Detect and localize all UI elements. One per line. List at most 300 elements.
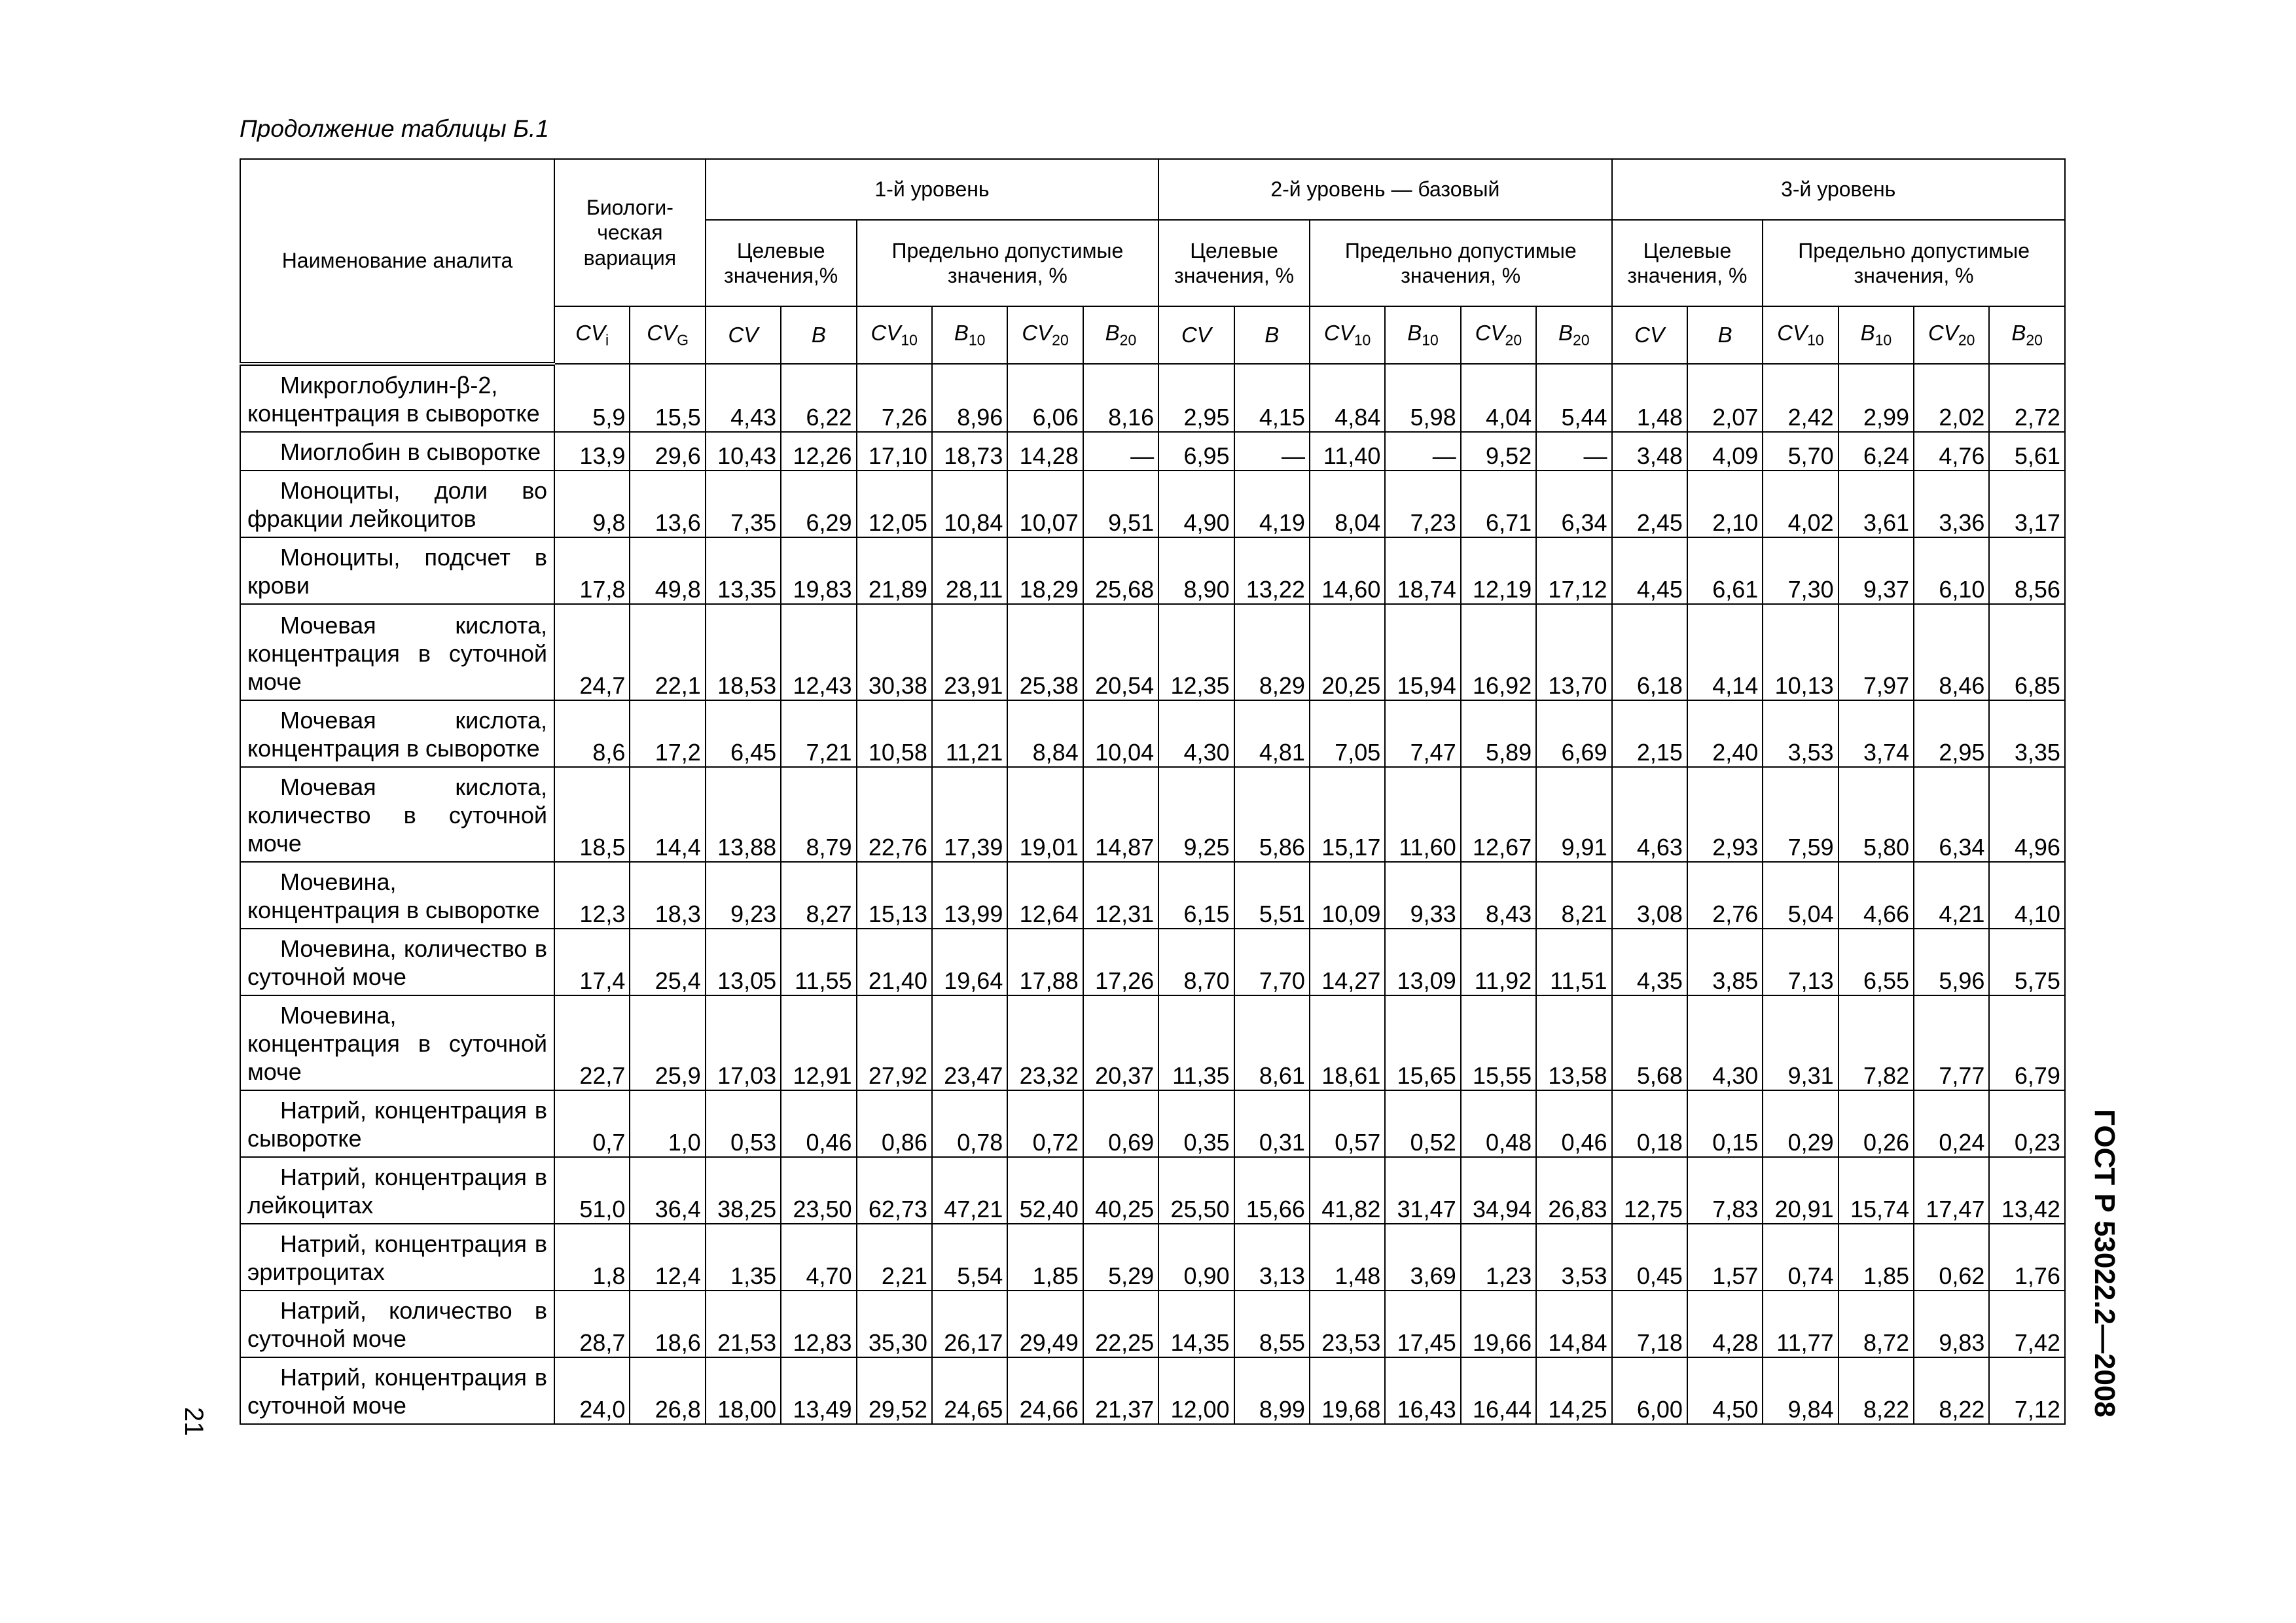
value-cell: 19,01 <box>1007 767 1083 862</box>
value-cell: 8,72 <box>1839 1291 1914 1357</box>
column-symbol-header: $CV_{20}$ <box>1007 306 1083 364</box>
value-cell: 15,66 <box>1234 1157 1310 1224</box>
value-cell: 0,45 <box>1612 1224 1687 1291</box>
value-cell: 17,47 <box>1914 1157 1989 1224</box>
value-cell: 40,25 <box>1083 1157 1158 1224</box>
value-cell: 12,31 <box>1083 862 1158 929</box>
value-cell: 13,35 <box>706 537 781 604</box>
value-cell: 17,4 <box>554 929 630 995</box>
value-cell: 11,40 <box>1310 432 1385 471</box>
value-cell: 8,84 <box>1007 700 1083 767</box>
value-cell: 34,94 <box>1461 1157 1536 1224</box>
value-cell: 8,21 <box>1536 862 1611 929</box>
value-cell: 8,99 <box>1234 1357 1310 1424</box>
value-cell: 22,25 <box>1083 1291 1158 1357</box>
value-cell: 24,65 <box>932 1357 1007 1424</box>
value-cell: 7,30 <box>1763 537 1838 604</box>
value-cell: 2,72 <box>1989 364 2064 432</box>
level1-limits-header: Предельно допустимые значения, % <box>857 220 1159 306</box>
value-cell: 4,43 <box>706 364 781 432</box>
value-cell: 35,30 <box>857 1291 932 1357</box>
value-cell: 2,95 <box>1914 700 1989 767</box>
value-cell: 4,81 <box>1234 700 1310 767</box>
value-cell: 16,43 <box>1385 1357 1460 1424</box>
value-cell: 6,15 <box>1158 862 1234 929</box>
column-symbol-header: B <box>781 306 856 364</box>
value-cell: 17,2 <box>630 700 705 767</box>
value-cell: 9,52 <box>1461 432 1536 471</box>
value-cell: 3,85 <box>1687 929 1763 995</box>
value-cell: 2,21 <box>857 1224 932 1291</box>
value-cell: 17,12 <box>1536 537 1611 604</box>
value-cell: 15,94 <box>1385 604 1460 700</box>
value-cell: 0,78 <box>932 1090 1007 1157</box>
value-cell: — <box>1083 432 1158 471</box>
value-cell: 11,21 <box>932 700 1007 767</box>
value-cell: 6,45 <box>706 700 781 767</box>
value-cell: 24,66 <box>1007 1357 1083 1424</box>
value-cell: 36,4 <box>630 1157 705 1224</box>
value-cell: 13,9 <box>554 432 630 471</box>
value-cell: 1,8 <box>554 1224 630 1291</box>
value-cell: 10,43 <box>706 432 781 471</box>
value-cell: 17,26 <box>1083 929 1158 995</box>
value-cell: 0,31 <box>1234 1090 1310 1157</box>
value-cell: 15,55 <box>1461 995 1536 1090</box>
value-cell: 0,24 <box>1914 1090 1989 1157</box>
value-cell: 1,57 <box>1687 1224 1763 1291</box>
value-cell: 15,65 <box>1385 995 1460 1090</box>
value-cell: 14,27 <box>1310 929 1385 995</box>
value-cell: 5,75 <box>1989 929 2064 995</box>
value-cell: 18,74 <box>1385 537 1460 604</box>
value-cell: 13,70 <box>1536 604 1611 700</box>
value-cell: 3,61 <box>1839 471 1914 537</box>
level1-header: 1-й уровень <box>706 159 1158 220</box>
table-row <box>240 364 2065 432</box>
value-cell: 23,50 <box>781 1157 856 1224</box>
value-cell: 20,54 <box>1083 604 1158 700</box>
table-row <box>240 1090 2065 1157</box>
value-cell: 7,23 <box>1385 471 1460 537</box>
value-cell: 0,86 <box>857 1090 932 1157</box>
value-cell: 17,8 <box>554 537 630 604</box>
value-cell: 13,42 <box>1989 1157 2064 1224</box>
value-cell: 9,91 <box>1536 767 1611 862</box>
value-cell: 7,05 <box>1310 700 1385 767</box>
column-symbol-header: B <box>1234 306 1310 364</box>
value-cell: 4,10 <box>1989 862 2064 929</box>
value-cell: 7,97 <box>1839 604 1914 700</box>
value-cell: 13,6 <box>630 471 705 537</box>
value-cell: 7,77 <box>1914 995 1989 1090</box>
value-cell: 7,12 <box>1989 1357 2064 1424</box>
value-cell: 18,6 <box>630 1291 705 1357</box>
value-cell: 7,26 <box>857 364 932 432</box>
value-cell: 4,84 <box>1310 364 1385 432</box>
value-cell: 14,4 <box>630 767 705 862</box>
value-cell: 4,30 <box>1158 700 1234 767</box>
table-row <box>240 432 2065 471</box>
value-cell: 4,63 <box>1612 767 1687 862</box>
value-cell: 6,06 <box>1007 364 1083 432</box>
column-symbol-header: $B_{20}$ <box>1536 306 1611 364</box>
analyte-name: Мочевая кислота, количество в суточной моче <box>240 767 554 862</box>
value-cell: 7,13 <box>1763 929 1838 995</box>
value-cell: 14,35 <box>1158 1291 1234 1357</box>
analyte-name: Мочевина, концентрация в сыворотке <box>240 862 554 929</box>
value-cell: 11,77 <box>1763 1291 1838 1357</box>
analyte-name: Мочевина, количество в суточной моче <box>240 929 554 995</box>
table-row <box>240 862 2065 929</box>
column-symbol-header: $CV_{10}$ <box>1310 306 1385 364</box>
page-number: 21 <box>179 1407 208 1436</box>
value-cell: 12,19 <box>1461 537 1536 604</box>
analyte-name: Натрий, концентрация в сыворотке <box>240 1090 554 1157</box>
value-cell: 28,7 <box>554 1291 630 1357</box>
value-cell: 15,13 <box>857 862 932 929</box>
table-row <box>240 995 2065 1090</box>
value-cell: 21,89 <box>857 537 932 604</box>
value-cell: 8,70 <box>1158 929 1234 995</box>
value-cell: — <box>1234 432 1310 471</box>
value-cell: 2,45 <box>1612 471 1687 537</box>
analyte-header: Наименование аналита <box>240 159 554 364</box>
value-cell: 0,72 <box>1007 1090 1083 1157</box>
value-cell: 14,87 <box>1083 767 1158 862</box>
value-cell: 2,02 <box>1914 364 1989 432</box>
value-cell: 19,83 <box>781 537 856 604</box>
value-cell: 5,44 <box>1536 364 1611 432</box>
value-cell: 12,00 <box>1158 1357 1234 1424</box>
value-cell: 5,29 <box>1083 1224 1158 1291</box>
value-cell: 8,90 <box>1158 537 1234 604</box>
value-cell: 11,51 <box>1536 929 1611 995</box>
level3-header: 3-й уровень <box>1612 159 2065 220</box>
value-cell: 25,4 <box>630 929 705 995</box>
value-cell: 1,48 <box>1612 364 1687 432</box>
level2-target-header: Целевые значения, % <box>1158 220 1310 306</box>
value-cell: 24,0 <box>554 1357 630 1424</box>
value-cell: 6,22 <box>781 364 856 432</box>
value-cell: 0,35 <box>1158 1090 1234 1157</box>
value-cell: 8,27 <box>781 862 856 929</box>
table-caption: Продолжение таблицы Б.1 <box>240 115 549 142</box>
value-cell: 5,68 <box>1612 995 1687 1090</box>
value-cell: 5,70 <box>1763 432 1838 471</box>
value-cell: 1,85 <box>1839 1224 1914 1291</box>
level3-limits-header: Предельно допустимые значения, % <box>1763 220 2065 306</box>
value-cell: 12,05 <box>857 471 932 537</box>
analyte-name: Мочевая кислота, концентрация в суточной моче <box>240 604 554 700</box>
value-cell: 11,92 <box>1461 929 1536 995</box>
value-cell: 4,96 <box>1989 767 2064 862</box>
value-cell: 13,22 <box>1234 537 1310 604</box>
value-cell: 16,92 <box>1461 604 1536 700</box>
value-cell: 3,69 <box>1385 1224 1460 1291</box>
value-cell: 21,53 <box>706 1291 781 1357</box>
value-cell: 24,7 <box>554 604 630 700</box>
value-cell: 3,36 <box>1914 471 1989 537</box>
value-cell: 8,79 <box>781 767 856 862</box>
value-cell: 8,29 <box>1234 604 1310 700</box>
value-cell: 2,42 <box>1763 364 1838 432</box>
value-cell: 9,23 <box>706 862 781 929</box>
value-cell: 10,58 <box>857 700 932 767</box>
value-cell: 0,23 <box>1989 1090 2064 1157</box>
value-cell: 41,82 <box>1310 1157 1385 1224</box>
value-cell: 9,84 <box>1763 1357 1838 1424</box>
value-cell: 5,61 <box>1989 432 2064 471</box>
analyte-name: Мочевая кислота, концентрация в сыворотке <box>240 700 554 767</box>
value-cell: 13,49 <box>781 1357 856 1424</box>
value-cell: 12,3 <box>554 862 630 929</box>
value-cell: 4,30 <box>1687 995 1763 1090</box>
value-cell: 10,07 <box>1007 471 1083 537</box>
value-cell: 9,83 <box>1914 1291 1989 1357</box>
value-cell: 6,00 <box>1612 1357 1687 1424</box>
column-symbol-header: $CV_{20}$ <box>1914 306 1989 364</box>
value-cell: 26,8 <box>630 1357 705 1424</box>
value-cell: 52,40 <box>1007 1157 1083 1224</box>
level2-header: 2-й уровень — базовый <box>1158 159 1611 220</box>
table-row <box>240 1157 2065 1224</box>
value-cell: 4,15 <box>1234 364 1310 432</box>
value-cell: 0,46 <box>781 1090 856 1157</box>
value-cell: 19,68 <box>1310 1357 1385 1424</box>
level3-target-header: Целевые значения, % <box>1612 220 1763 306</box>
table-row <box>240 1291 2065 1357</box>
value-cell: 25,9 <box>630 995 705 1090</box>
value-cell: 2,15 <box>1612 700 1687 767</box>
value-cell: 13,05 <box>706 929 781 995</box>
value-cell: 3,17 <box>1989 471 2064 537</box>
table-row <box>240 1224 2065 1291</box>
value-cell: 26,17 <box>932 1291 1007 1357</box>
value-cell: 15,17 <box>1310 767 1385 862</box>
value-cell: 12,67 <box>1461 767 1536 862</box>
column-symbol-header: $CV_{10}$ <box>1763 306 1838 364</box>
value-cell: 4,76 <box>1914 432 1989 471</box>
value-cell: 10,04 <box>1083 700 1158 767</box>
value-cell: 14,25 <box>1536 1357 1611 1424</box>
analyte-name: Натрий, концентрация в суточной моче <box>240 1357 554 1424</box>
value-cell: 4,19 <box>1234 471 1310 537</box>
value-cell: 13,09 <box>1385 929 1460 995</box>
value-cell: 4,45 <box>1612 537 1687 604</box>
value-cell: 0,62 <box>1914 1224 1989 1291</box>
value-cell: 12,4 <box>630 1224 705 1291</box>
value-cell: 8,96 <box>932 364 1007 432</box>
value-cell: 23,53 <box>1310 1291 1385 1357</box>
analyte-name: Моноциты, подсчет в крови <box>240 537 554 604</box>
value-cell: 17,03 <box>706 995 781 1090</box>
value-cell: 0,57 <box>1310 1090 1385 1157</box>
value-cell: 3,13 <box>1234 1224 1310 1291</box>
value-cell: 23,91 <box>932 604 1007 700</box>
value-cell: 25,38 <box>1007 604 1083 700</box>
value-cell: 12,35 <box>1158 604 1234 700</box>
value-cell: 14,60 <box>1310 537 1385 604</box>
value-cell: 22,76 <box>857 767 932 862</box>
value-cell: 4,70 <box>781 1224 856 1291</box>
value-cell: 13,99 <box>932 862 1007 929</box>
value-cell: 0,53 <box>706 1090 781 1157</box>
value-cell: 9,37 <box>1839 537 1914 604</box>
value-cell: 62,73 <box>857 1157 932 1224</box>
value-cell: 12,26 <box>781 432 856 471</box>
value-cell: 5,89 <box>1461 700 1536 767</box>
level2-limits-header: Предельно допустимые значения, % <box>1310 220 1612 306</box>
value-cell: 17,88 <box>1007 929 1083 995</box>
value-cell: 19,64 <box>932 929 1007 995</box>
value-cell: 18,53 <box>706 604 781 700</box>
value-cell: 30,38 <box>857 604 932 700</box>
value-cell: 9,25 <box>1158 767 1234 862</box>
value-cell: 18,61 <box>1310 995 1385 1090</box>
value-cell: 4,14 <box>1687 604 1763 700</box>
column-symbol-header: $CV_{10}$ <box>857 306 932 364</box>
value-cell: 8,16 <box>1083 364 1158 432</box>
value-cell: 0,15 <box>1687 1090 1763 1157</box>
value-cell: 25,68 <box>1083 537 1158 604</box>
value-cell: 0,46 <box>1536 1090 1611 1157</box>
value-cell: 6,18 <box>1612 604 1687 700</box>
value-cell: 8,22 <box>1839 1357 1914 1424</box>
value-cell: 12,75 <box>1612 1157 1687 1224</box>
column-symbol-header: CV <box>1612 306 1687 364</box>
value-cell: — <box>1385 432 1460 471</box>
value-cell: 4,50 <box>1687 1357 1763 1424</box>
value-cell: 3,48 <box>1612 432 1687 471</box>
value-cell: 0,29 <box>1763 1090 1838 1157</box>
value-cell: 5,51 <box>1234 862 1310 929</box>
value-cell: 8,55 <box>1234 1291 1310 1357</box>
value-cell: 23,32 <box>1007 995 1083 1090</box>
value-cell: — <box>1536 432 1611 471</box>
value-cell: 2,95 <box>1158 364 1234 432</box>
value-cell: 8,6 <box>554 700 630 767</box>
value-cell: 0,18 <box>1612 1090 1687 1157</box>
value-cell: 6,71 <box>1461 471 1536 537</box>
value-cell: 5,04 <box>1763 862 1838 929</box>
value-cell: 6,24 <box>1839 432 1914 471</box>
value-cell: 12,91 <box>781 995 856 1090</box>
value-cell: 2,40 <box>1687 700 1763 767</box>
column-symbol-header: $B_{20}$ <box>1083 306 1158 364</box>
value-cell: 4,90 <box>1158 471 1234 537</box>
value-cell: 18,00 <box>706 1357 781 1424</box>
value-cell: 10,84 <box>932 471 1007 537</box>
value-cell: 2,99 <box>1839 364 1914 432</box>
value-cell: 11,35 <box>1158 995 1234 1090</box>
value-cell: 18,3 <box>630 862 705 929</box>
column-symbol-header: $B_{20}$ <box>1989 306 2064 364</box>
value-cell: 6,69 <box>1536 700 1611 767</box>
analyte-name: Микроглобулин-β-2, концентрация в сыворотке <box>240 364 554 432</box>
value-cell: 8,61 <box>1234 995 1310 1090</box>
value-cell: 5,98 <box>1385 364 1460 432</box>
value-cell: 1,85 <box>1007 1224 1083 1291</box>
value-cell: 3,74 <box>1839 700 1914 767</box>
value-cell: 7,82 <box>1839 995 1914 1090</box>
value-cell: 21,37 <box>1083 1357 1158 1424</box>
value-cell: 20,91 <box>1763 1157 1838 1224</box>
value-cell: 10,09 <box>1310 862 1385 929</box>
value-cell: 14,28 <box>1007 432 1083 471</box>
value-cell: 3,53 <box>1763 700 1838 767</box>
value-cell: 7,35 <box>706 471 781 537</box>
value-cell: 1,76 <box>1989 1224 2064 1291</box>
value-cell: 2,76 <box>1687 862 1763 929</box>
value-cell: 0,90 <box>1158 1224 1234 1291</box>
value-cell: 4,04 <box>1461 364 1536 432</box>
value-cell: 22,7 <box>554 995 630 1090</box>
value-cell: 7,47 <box>1385 700 1460 767</box>
value-cell: 47,21 <box>932 1157 1007 1224</box>
value-cell: 8,56 <box>1989 537 2064 604</box>
value-cell: 18,73 <box>932 432 1007 471</box>
value-cell: 13,58 <box>1536 995 1611 1090</box>
table-row <box>240 537 2065 604</box>
column-symbol-header: $CV_G$ <box>630 306 705 364</box>
value-cell: 11,60 <box>1385 767 1460 862</box>
value-cell: 28,11 <box>932 537 1007 604</box>
value-cell: 6,79 <box>1989 995 2064 1090</box>
bio-variation-header: Биологи- ческая вариация <box>554 159 706 306</box>
value-cell: 7,21 <box>781 700 856 767</box>
analyte-name: Миоглобин в сыворотке <box>240 432 554 471</box>
value-cell: 13,88 <box>706 767 781 862</box>
value-cell: 51,0 <box>554 1157 630 1224</box>
value-cell: 6,85 <box>1989 604 2064 700</box>
value-cell: 27,92 <box>857 995 932 1090</box>
value-cell: 22,1 <box>630 604 705 700</box>
value-cell: 20,37 <box>1083 995 1158 1090</box>
value-cell: 5,80 <box>1839 767 1914 862</box>
value-cell: 19,66 <box>1461 1291 1536 1357</box>
value-cell: 12,64 <box>1007 862 1083 929</box>
value-cell: 5,9 <box>554 364 630 432</box>
value-cell: 12,83 <box>781 1291 856 1357</box>
value-cell: 5,86 <box>1234 767 1310 862</box>
value-cell: 7,42 <box>1989 1291 2064 1357</box>
value-cell: 2,07 <box>1687 364 1763 432</box>
value-cell: 25,50 <box>1158 1157 1234 1224</box>
column-symbol-header: CV <box>1158 306 1234 364</box>
value-cell: 16,44 <box>1461 1357 1536 1424</box>
value-cell: 7,18 <box>1612 1291 1687 1357</box>
value-cell: 4,66 <box>1839 862 1914 929</box>
value-cell: 17,39 <box>932 767 1007 862</box>
value-cell: 5,54 <box>932 1224 1007 1291</box>
value-cell: 8,43 <box>1461 862 1536 929</box>
value-cell: 4,35 <box>1612 929 1687 995</box>
value-cell: 23,47 <box>932 995 1007 1090</box>
value-cell: 1,23 <box>1461 1224 1536 1291</box>
value-cell: 7,83 <box>1687 1157 1763 1224</box>
value-cell: 8,22 <box>1914 1357 1989 1424</box>
value-cell: 11,55 <box>781 929 856 995</box>
table-row <box>240 700 2065 767</box>
value-cell: 0,26 <box>1839 1090 1914 1157</box>
table-row <box>240 471 2065 537</box>
level1-target-header: Целевые значения,% <box>706 220 857 306</box>
column-symbol-header: $B_{10}$ <box>1385 306 1460 364</box>
value-cell: 26,83 <box>1536 1157 1611 1224</box>
value-cell: 0,69 <box>1083 1090 1158 1157</box>
value-cell: 9,33 <box>1385 862 1460 929</box>
